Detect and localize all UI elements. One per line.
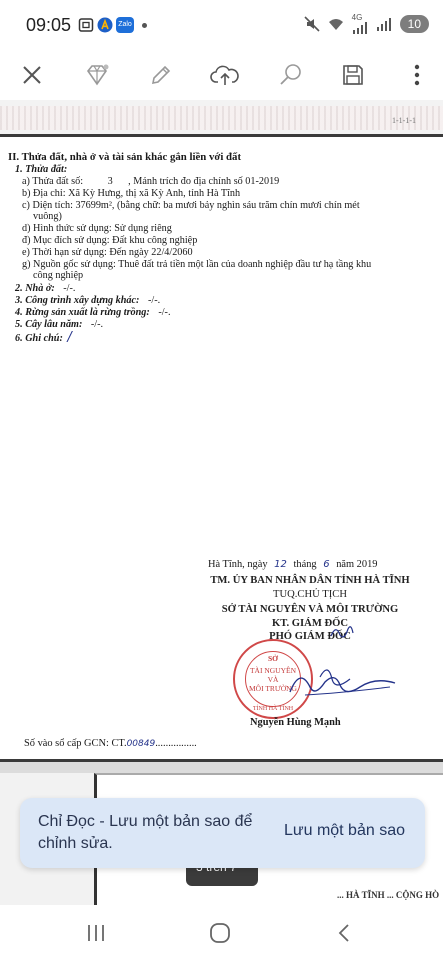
edit-icon <box>149 63 173 87</box>
status-bar <box>0 0 443 50</box>
sign-line3: SỞ TÀI NGUYÊN VÀ MÔI TRƯỜNG <box>221 604 399 615</box>
recent-apps-icon <box>86 924 106 942</box>
save-copy-button[interactable]: Lưu một bản sao <box>283 822 405 839</box>
item6-mark: / <box>67 330 72 345</box>
issue-date-line <box>208 559 377 571</box>
item1g-line2: công nghiệp <box>33 270 84 281</box>
item1c-line2: vuông) <box>33 211 62 222</box>
toolbar <box>0 50 443 100</box>
item1g-line1: g) Nguồn gốc sử dụng: Thuê đất trả tiền một lần của doanh nghiệp đầu tư hạ tầng khu <box>22 259 372 270</box>
signal-icon <box>352 22 368 34</box>
item3-label: 3. Công trình xây dựng khác: <box>15 295 140 306</box>
save-icon <box>341 63 365 87</box>
wifi-icon <box>328 16 344 32</box>
seal-mid2: VÀ <box>267 675 279 684</box>
close-button[interactable] <box>13 56 51 94</box>
item5-label: 5. Cây lâu năm: <box>15 319 83 330</box>
item6-line <box>15 332 72 345</box>
sign-line2: TUQ.CHỦ TỊCH <box>273 589 347 600</box>
premium-icon <box>84 63 110 87</box>
item1a-tail: , Mảnh trích đo địa chính số 01-2019 <box>128 176 280 187</box>
home-icon <box>209 922 231 944</box>
screenshot-icon <box>78 17 94 33</box>
save-button[interactable] <box>334 56 372 94</box>
cloud-upload-icon <box>210 63 240 87</box>
seal-bottom: TỈNH HÀ TĨNH <box>252 706 294 712</box>
item2-line <box>15 283 75 295</box>
date-prefix: Hà Tĩnh, ngày <box>208 559 268 570</box>
register-value: 00849 <box>126 739 156 749</box>
item4-line <box>15 307 171 319</box>
zalo-label: Zalo <box>118 21 132 28</box>
zalo-icon <box>116 17 134 33</box>
item1a-label: a) Thửa đất số: <box>22 176 84 187</box>
premium-button[interactable] <box>78 56 116 94</box>
item4-value: -/-. <box>158 307 171 318</box>
next-page-fragment: ... HÀ TĨNH ... CỘNG HÒ <box>337 890 440 900</box>
page-strip-text: 1-1-1-1 <box>392 116 416 125</box>
seal-top: SỞ <box>267 654 278 663</box>
sign-line1: TM. ỦY BAN NHÂN DÂN TỈNH HÀ TĨNH <box>210 575 410 586</box>
sign-line4: KT. GIÁM ĐỐC <box>271 618 349 629</box>
status-time: 09:05 <box>26 15 72 35</box>
read-only-snackbar <box>20 798 425 868</box>
seal-mid1: TÀI NGUYÊN <box>249 666 297 675</box>
signal-icon-2 <box>376 17 392 31</box>
seal-mid3: MÔI TRƯỜNG <box>249 684 297 693</box>
signature-icon <box>280 657 400 707</box>
back-icon <box>337 923 351 943</box>
more-options-button[interactable] <box>398 56 436 94</box>
page-bottom-border <box>0 759 443 762</box>
item1b-line: b) Địa chỉ: Xã Kỳ Hưng, thị xã Kỳ Anh, tỉnh Hà Tĩnh <box>22 188 241 199</box>
search-icon <box>278 62 304 88</box>
system-nav-bar <box>0 905 443 960</box>
item3-line <box>15 295 160 307</box>
home-button[interactable] <box>204 917 236 949</box>
document-page <box>0 137 443 759</box>
item2-value: -/-. <box>63 283 76 294</box>
date-month: 6 <box>323 559 330 570</box>
item1dd-line: đ) Mục đích sử dụng: Đất khu công nghiệp <box>22 235 198 246</box>
item1e-line: e) Thời hạn sử dụng: Đến ngày 22/4/2060 <box>22 247 193 258</box>
register-line <box>24 738 197 750</box>
item4-label: 4. Rừng sản xuất là rừng trồng: <box>15 307 150 318</box>
cloud-upload-button[interactable] <box>206 56 244 94</box>
item1a-value: 3 <box>107 176 113 187</box>
search-button[interactable] <box>272 56 310 94</box>
item5-line <box>15 319 103 331</box>
document-viewer[interactable] <box>0 100 443 905</box>
item3-value: -/-. <box>147 295 161 306</box>
network-label: 4G <box>351 13 363 22</box>
item2-label: 2. Nhà ở: <box>15 283 55 294</box>
more-icon <box>413 63 421 87</box>
signer-name: Nguyễn Hùng Mạnh <box>250 717 341 728</box>
battery-indicator: 10 <box>400 15 429 33</box>
sign-line5: PHÓ GIÁM ĐỐC <box>269 631 351 642</box>
item5-value: -/-. <box>90 319 104 330</box>
date-day: 12 <box>274 559 287 570</box>
item6-label: 6. Ghi chú: <box>15 333 63 344</box>
recent-apps-button[interactable] <box>80 917 112 949</box>
register-dots: ................ <box>155 738 197 749</box>
date-month-label: tháng <box>293 559 317 570</box>
item1c-line1: c) Diện tích: 37699m², (bằng chữ: ba mươi bảy nghìn sáu trăm chín mươi chín mét <box>22 200 360 211</box>
initial-mark-icon <box>328 621 356 643</box>
close-icon <box>21 64 43 86</box>
item1a-line <box>22 176 279 188</box>
mute-icon <box>304 16 320 32</box>
network-group <box>352 14 368 34</box>
section-title: II. Thửa đất, nhà ở và tài sản khác gắn liền với đất <box>8 151 242 163</box>
back-button[interactable] <box>328 917 360 949</box>
page-decorative-strip <box>0 106 443 130</box>
item1-title: 1. Thửa đất: <box>15 164 68 175</box>
item1d-line: d) Hình thức sử dụng: Sử dụng riêng <box>22 223 172 234</box>
edit-button[interactable] <box>142 56 180 94</box>
app-a-icon <box>97 17 113 33</box>
date-year-label: năm 2019 <box>336 559 378 570</box>
status-right-group <box>304 14 429 34</box>
register-label: Số vào sổ cấp GCN: CT. <box>24 738 127 749</box>
dot-icon <box>142 23 147 28</box>
snackbar-message: Chỉ Đọc - Lưu một bản sao để chỉnh sửa. <box>38 813 253 852</box>
